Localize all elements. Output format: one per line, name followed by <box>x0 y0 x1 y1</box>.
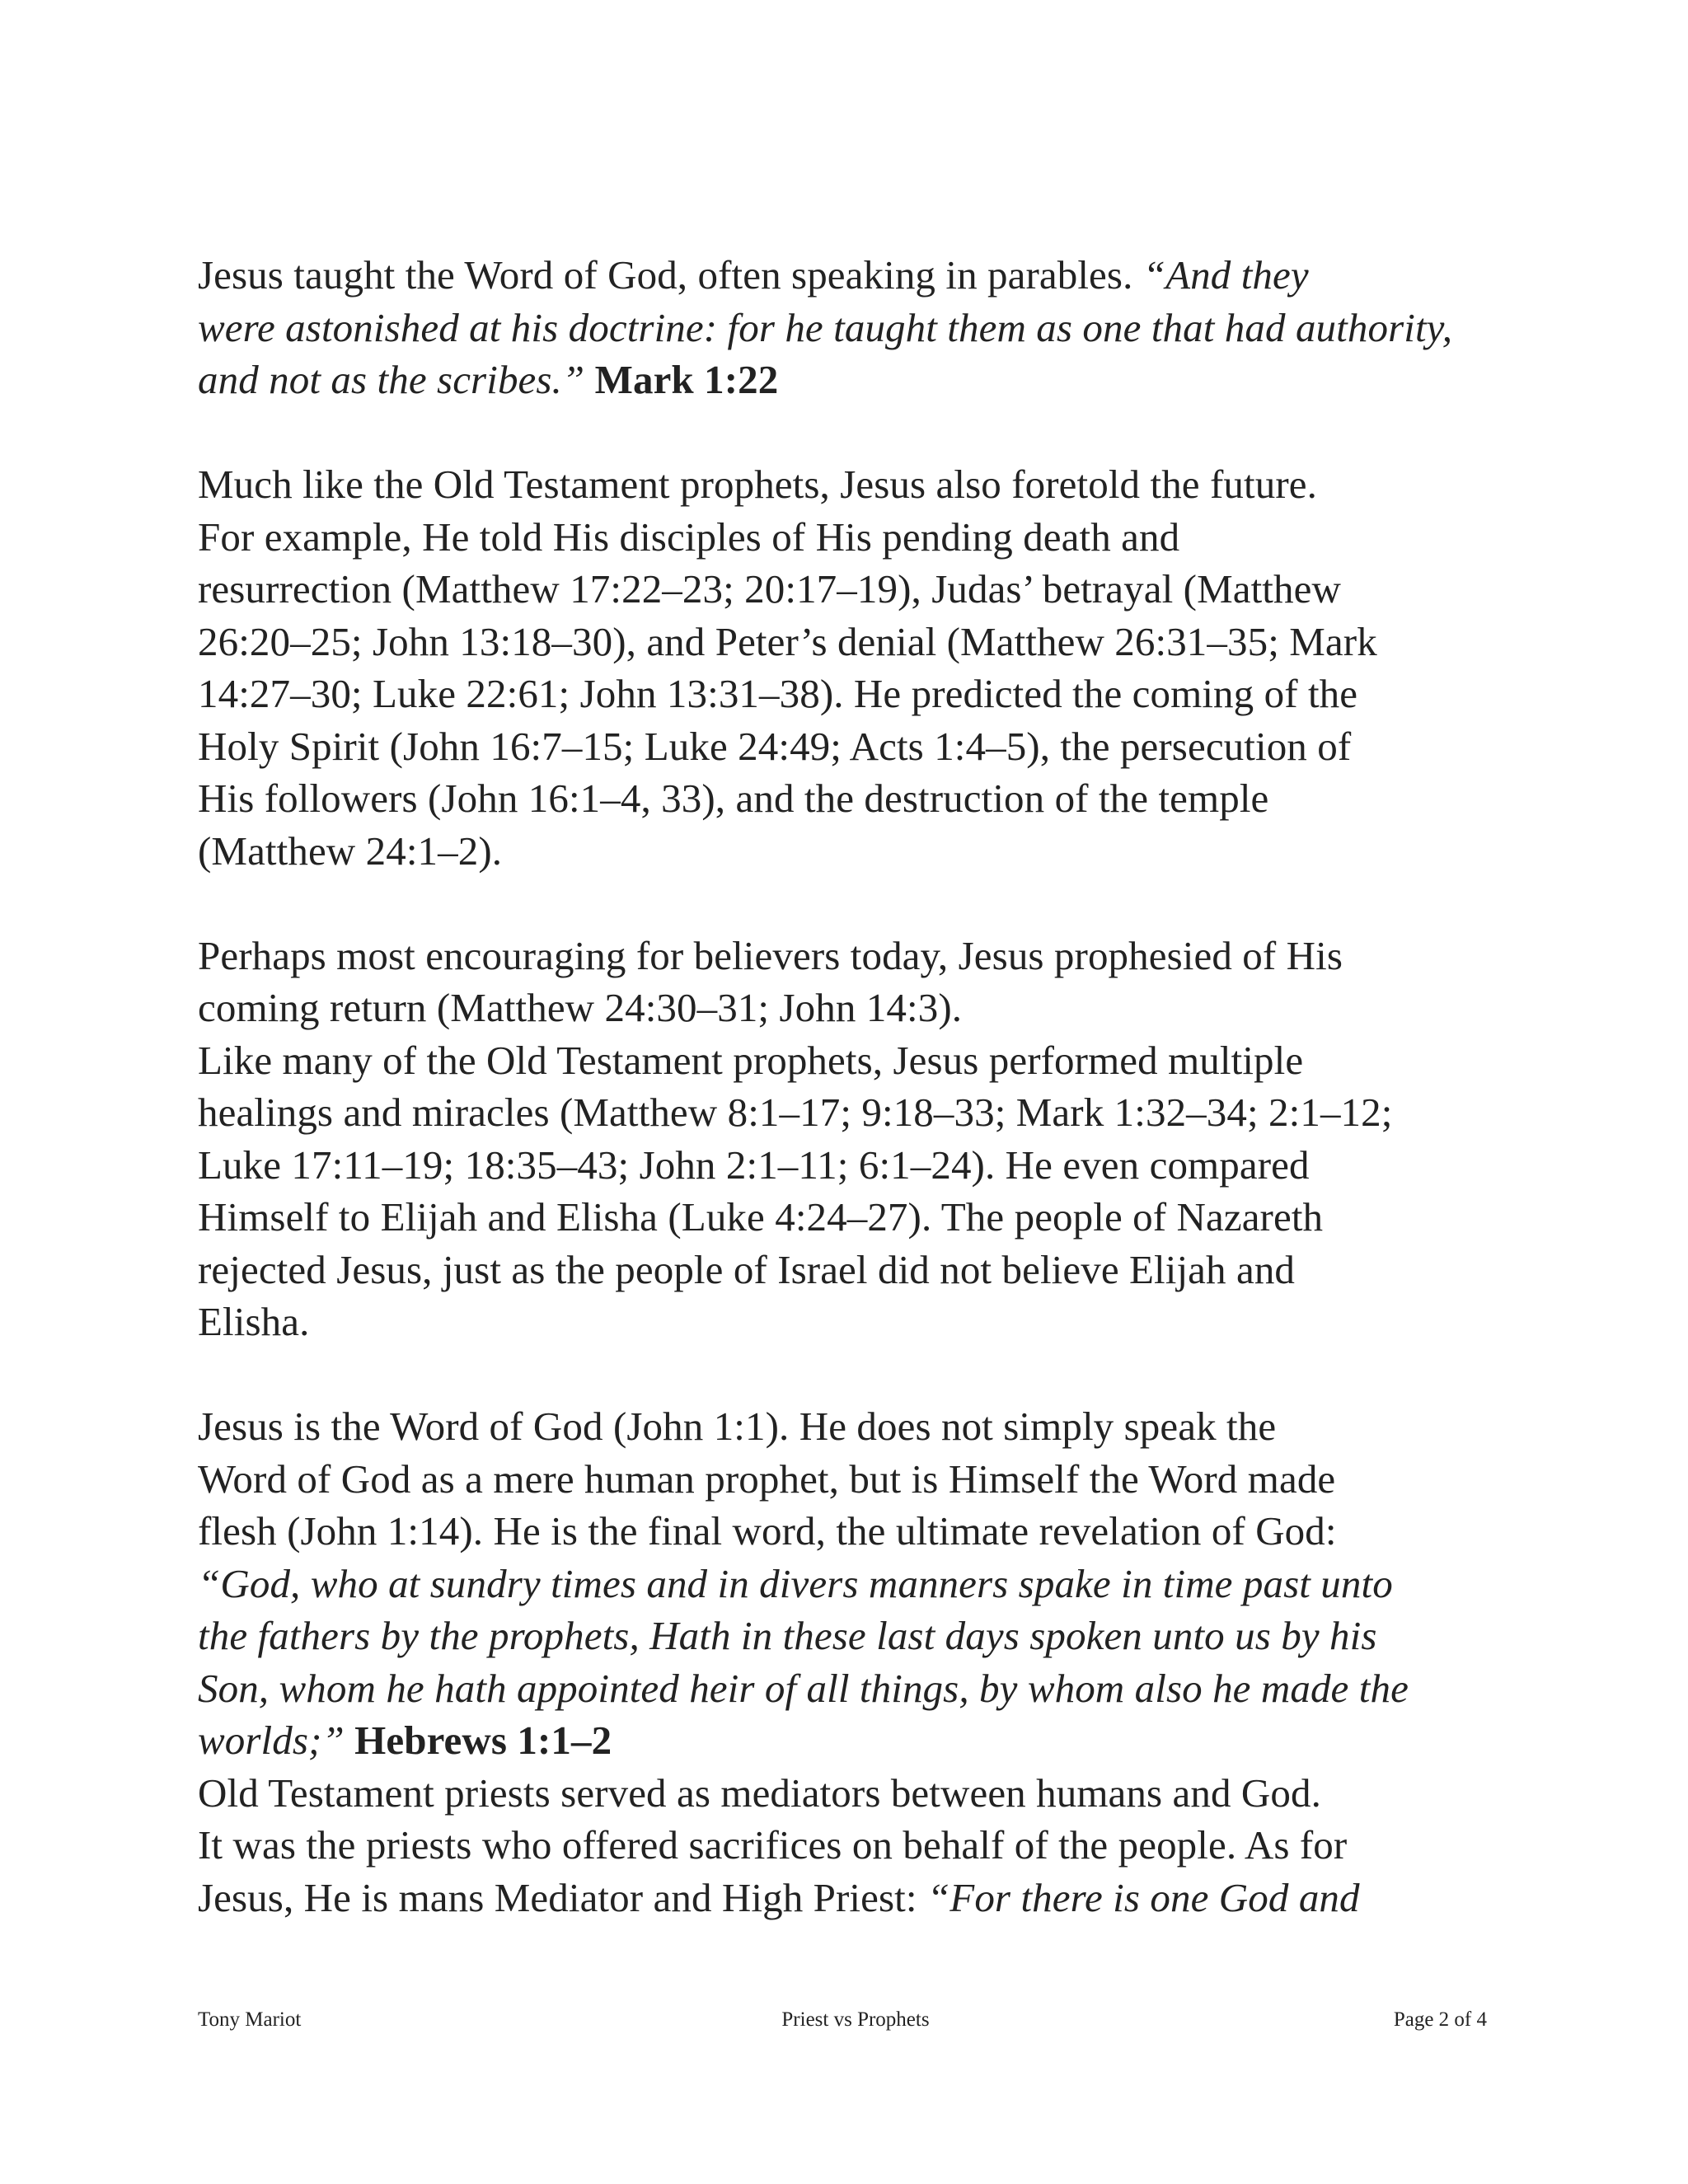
text-line <box>198 668 1517 720</box>
text-run: Jesus taught the Word of God, often speaking in parables. <box>198 252 1143 298</box>
scripture-quote: and not as the scribes.” <box>198 357 595 402</box>
scripture-quote: “God, who at sundry times and in divers manners spake in time past unto <box>198 1560 1393 1606</box>
text-line <box>198 982 1517 1034</box>
paragraph-spacer <box>198 1348 1517 1401</box>
text-run: resurrection (Matthew 17:22–23; 20:17–19), Judas’ betrayal (Matthew <box>198 566 1341 612</box>
scripture-reference: Mark 1:22 <box>594 357 779 402</box>
paragraph-spacer <box>198 406 1517 459</box>
text-line <box>198 1296 1517 1348</box>
paragraph <box>198 930 1517 1348</box>
paragraph-spacer <box>198 877 1517 930</box>
text-line <box>198 1714 1517 1767</box>
text-run: Holy Spirit (John 16:7–15; Luke 24:49; Acts 1:4–5), the persecution of <box>198 723 1352 769</box>
text-line <box>198 772 1517 825</box>
text-run: Jesus is the Word of God (John 1:1). He does not simply speak the <box>198 1404 1277 1449</box>
text-line <box>198 1244 1517 1296</box>
text-line <box>198 1662 1517 1715</box>
text-line <box>198 563 1517 616</box>
text-line <box>198 720 1517 773</box>
text-line <box>198 825 1517 878</box>
scripture-quote: “And they <box>1142 252 1309 298</box>
text-run: healings and miracles (Matthew 8:1–17; 9:18–33; Mark 1:32–34; 2:1–12; <box>198 1090 1393 1135</box>
scripture-quote: worlds;” <box>198 1718 355 1763</box>
text-run: Luke 17:11–19; 18:35–43; John 2:1–11; 6:1–24). He even compared <box>198 1141 1310 1188</box>
text-run: rejected Jesus, just as the people of Israel did not believe Elijah and <box>198 1246 1296 1292</box>
scripture-quote: were astonished at his doctrine: for he taught them as one that had authority, <box>198 304 1453 350</box>
text-line <box>198 930 1517 982</box>
text-run: Like many of the Old Testament prophets, Jesus performed multiple <box>198 1037 1304 1083</box>
footer-page-number: Page 2 of 4 <box>1393 2008 1487 2031</box>
text-run: (Matthew 24:1–2). <box>198 827 503 874</box>
text-line <box>198 1558 1517 1610</box>
text-line <box>198 1139 1517 1192</box>
paragraph <box>198 1400 1517 1924</box>
text-line <box>198 302 1517 354</box>
text-run: His followers (John 16:1–4, 33), and the destruction of the temple <box>198 776 1269 821</box>
paragraph <box>198 249 1517 406</box>
text-line <box>198 1610 1517 1662</box>
document-body <box>198 249 1517 1924</box>
scripture-quote: Son, whom he hath appointed heir of all things, by whom also he made the <box>198 1665 1409 1711</box>
scripture-quote: “For there is one God and <box>926 1874 1360 1920</box>
text-run: Perhaps most encouraging for believers today, Jesus prophesied of His <box>198 932 1343 978</box>
footer-title: Priest vs Prophets <box>781 2008 930 2031</box>
text-run: Himself to Elijah and Elisha (Luke 4:24–27). The people of Nazareth <box>198 1194 1324 1240</box>
text-line <box>198 249 1517 302</box>
text-line <box>198 1086 1517 1139</box>
text-run: Word of God as a mere human prophet, but is Himself the Word made <box>198 1455 1336 1502</box>
text-run: coming return (Matthew 24:30–31; John 14:3). <box>198 985 963 1030</box>
text-run: Jesus, He is mans Mediator and High Priest: <box>198 1874 927 1920</box>
text-run: Elisha. <box>198 1299 310 1344</box>
text-line <box>198 616 1517 668</box>
text-line <box>198 1034 1517 1087</box>
text-line <box>198 1453 1517 1506</box>
text-line <box>198 1505 1517 1558</box>
text-line <box>198 458 1517 511</box>
text-run: flesh (John 1:14). He is the final word, the ultimate revelation of God: <box>198 1508 1337 1554</box>
scripture-quote: the fathers by the prophets, Hath in these last days spoken unto us by his <box>198 1613 1377 1658</box>
text-run: For example, He told His disciples of His pending death and <box>198 513 1180 560</box>
text-run: Old Testament priests served as mediators between humans and God. <box>198 1769 1321 1816</box>
text-run: 26:20–25; John 13:18–30), and Peter’s denial (Matthew 26:31–35; Mark <box>198 618 1377 664</box>
text-line <box>198 1819 1517 1872</box>
text-run: Much like the Old Testament prophets, Jesus also foretold the future. <box>198 462 1317 507</box>
text-line <box>198 1872 1517 1924</box>
paragraph <box>198 458 1517 877</box>
scripture-reference: Hebrews 1:1–2 <box>354 1718 612 1763</box>
footer-author: Tony Mariot <box>198 2008 302 2031</box>
text-line <box>198 1191 1517 1244</box>
text-line <box>198 354 1517 406</box>
text-line <box>198 1400 1517 1453</box>
text-run: 14:27–30; Luke 22:61; John 13:31–38). He predicted the coming of the <box>198 671 1358 716</box>
text-line <box>198 511 1517 564</box>
text-line <box>198 1767 1517 1820</box>
text-run: It was the priests who offered sacrifices on behalf of the people. As for <box>198 1822 1348 1868</box>
